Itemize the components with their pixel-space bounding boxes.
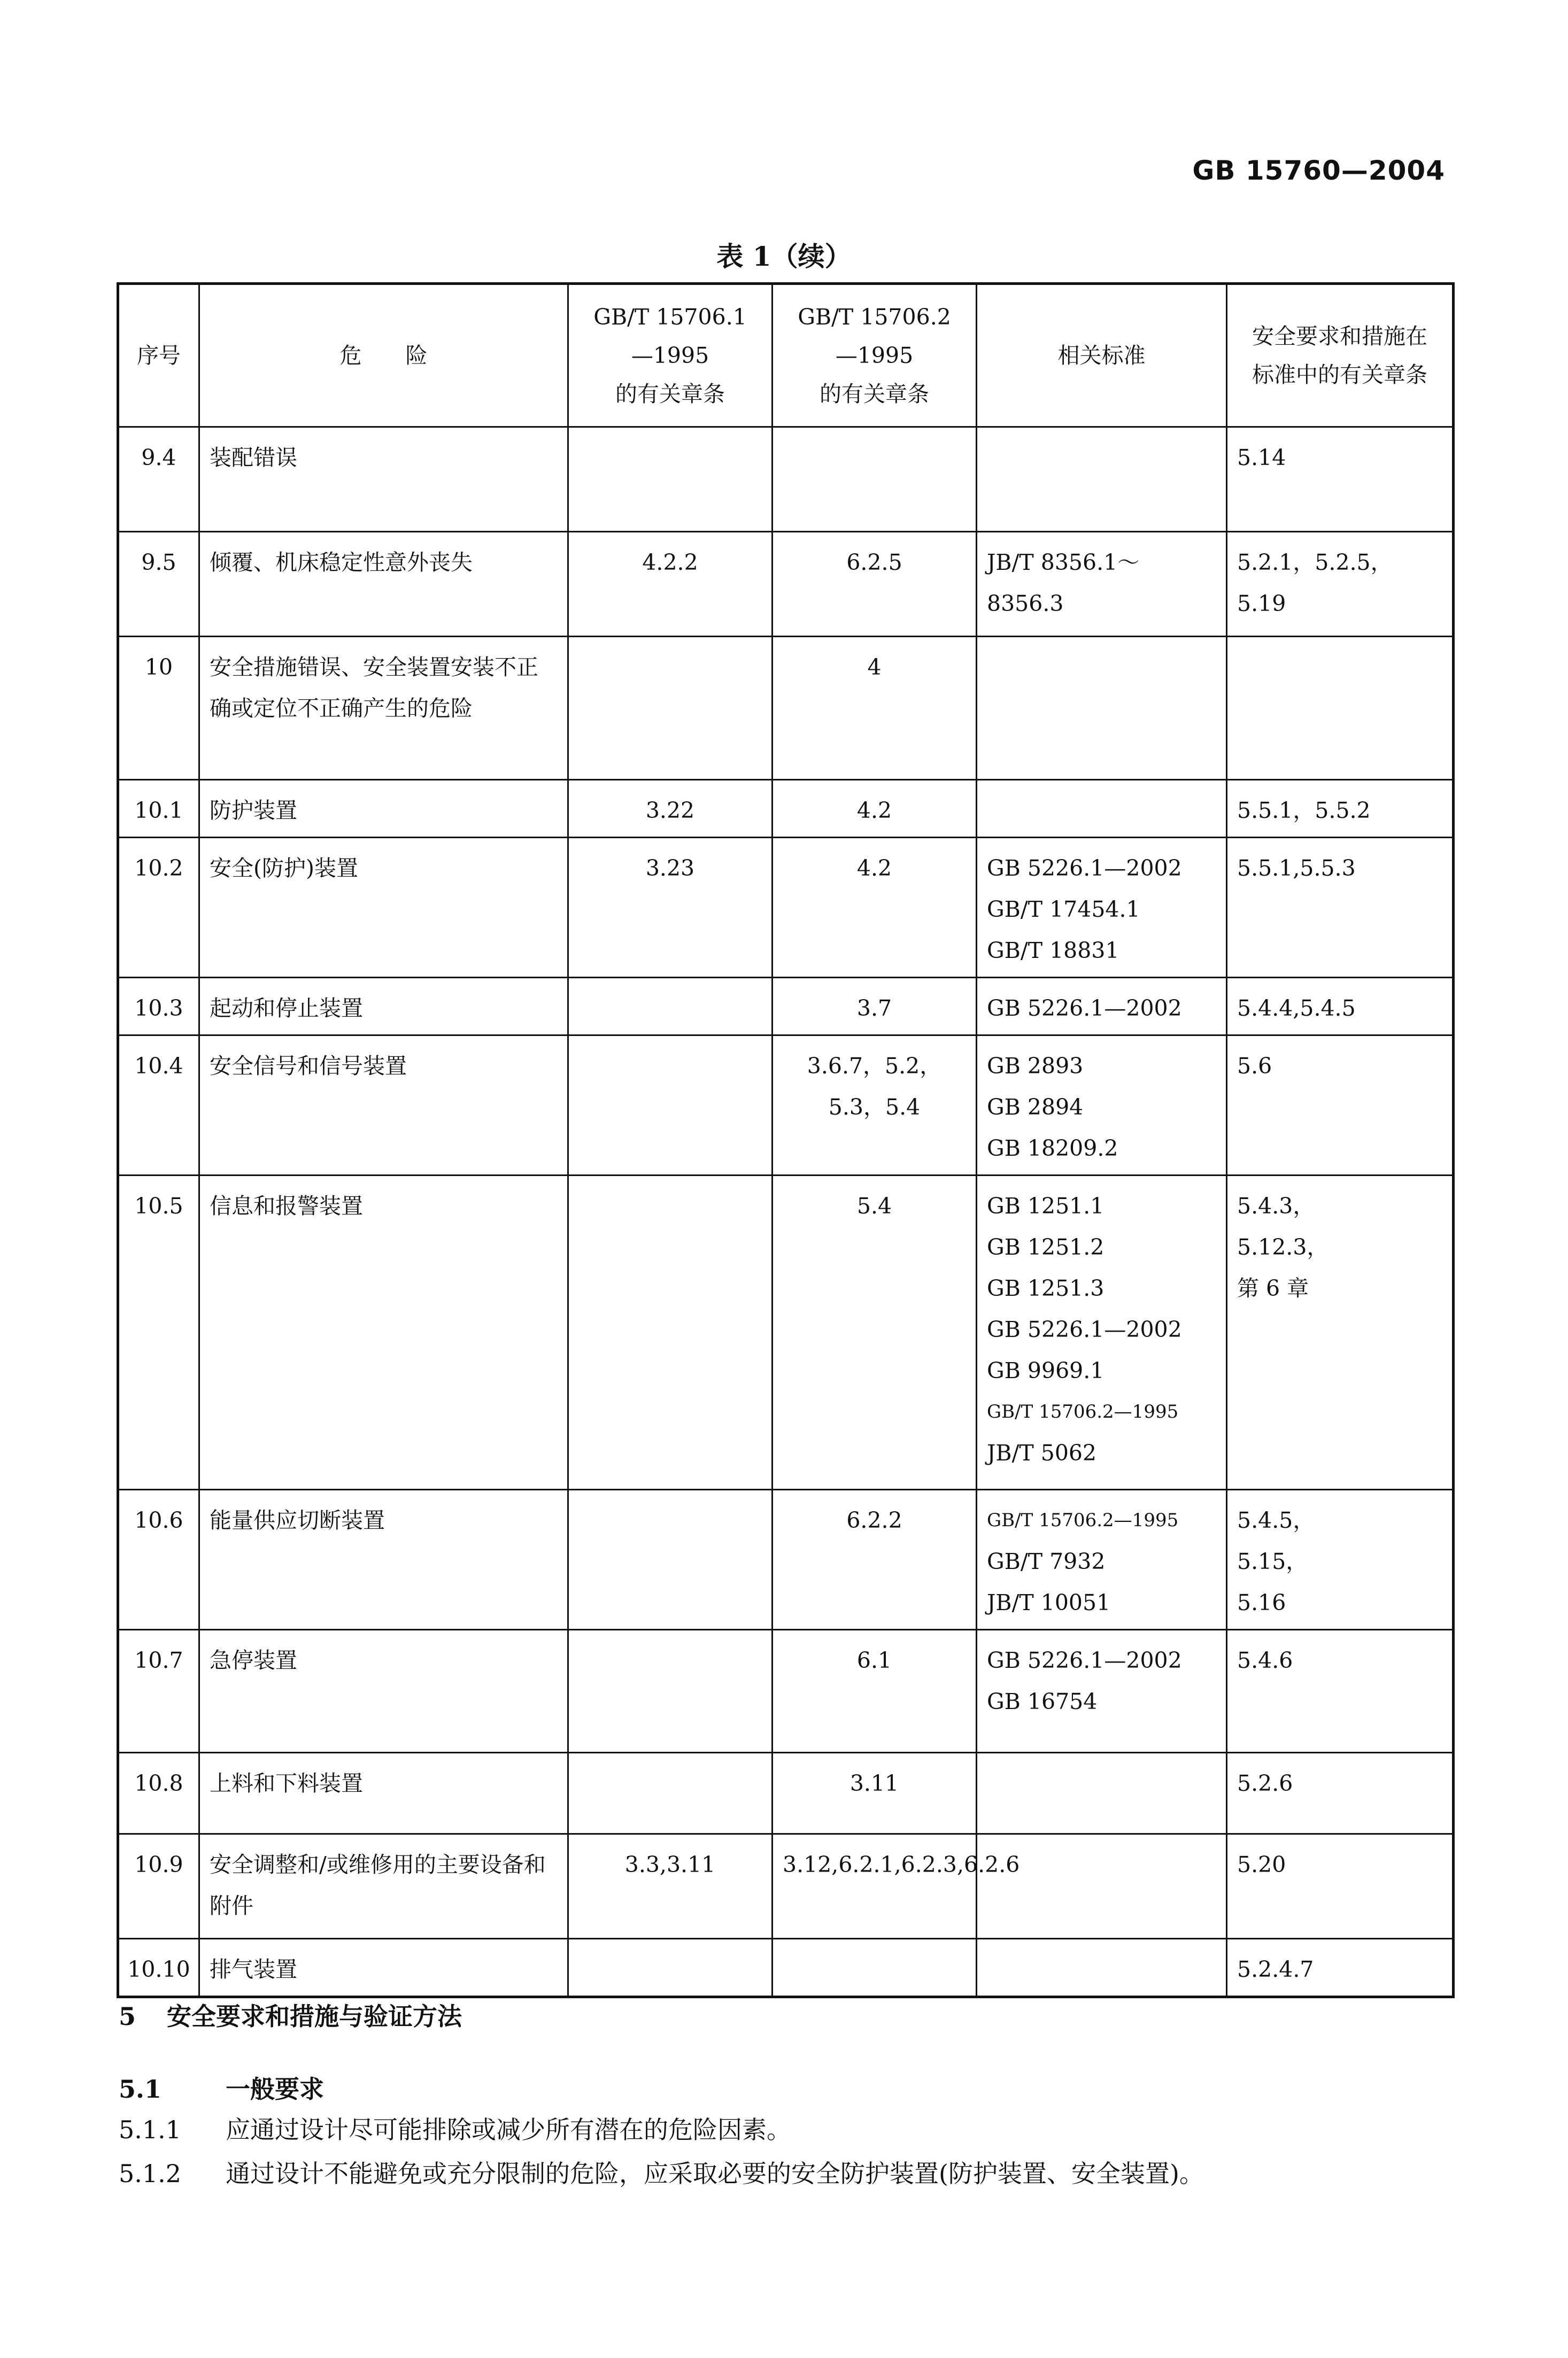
clause-line: 5.6 xyxy=(1237,1053,1272,1079)
cell-related xyxy=(977,1176,1227,1490)
cell-ref2: 3.7 xyxy=(773,978,977,1035)
table-caption: 表 1（续） xyxy=(716,241,852,272)
table-row xyxy=(118,637,1454,780)
cell-hazard: 装配错误 xyxy=(199,427,568,532)
related-standard: GB 5226.1—2002 xyxy=(987,1648,1182,1673)
related-standard: GB 5226.1—2002 xyxy=(987,995,1182,1021)
cell-ref1 xyxy=(568,1939,773,1997)
cell-related xyxy=(977,427,1227,532)
clause-5-1-1 xyxy=(119,2113,791,2147)
related-standard: GB 2894 xyxy=(987,1094,1084,1120)
related-standard: GB 1251.2 xyxy=(987,1234,1104,1260)
table-row xyxy=(118,427,1454,532)
cell-hazard: 上料和下料装置 xyxy=(199,1753,568,1834)
cell-related xyxy=(977,1630,1227,1753)
cell-no: 10.8 xyxy=(118,1753,199,1834)
cell-hazard: 急停装置 xyxy=(199,1630,568,1753)
related-standard: JB/T 5062 xyxy=(987,1440,1097,1466)
cell-ref2: 5.4 xyxy=(773,1176,977,1490)
related-standard: GB/T 15706.2—1995 xyxy=(987,1510,1179,1531)
header-ref1-line: GB/T 15706.1 xyxy=(593,304,747,330)
cell-no: 10.4 xyxy=(118,1035,199,1176)
cell-clauses xyxy=(1227,1490,1454,1630)
header-related: 相关标准 xyxy=(977,284,1227,427)
cell-no: 10 xyxy=(118,637,199,780)
cell-clauses xyxy=(1227,637,1454,780)
cell-no: 10.10 xyxy=(118,1939,199,1997)
cell-clauses xyxy=(1227,532,1454,637)
clause-line: 5.2.6 xyxy=(1237,1771,1293,1796)
cell-clauses xyxy=(1227,1176,1454,1490)
table-row xyxy=(118,1834,1454,1939)
cell-ref2: 4.2 xyxy=(773,780,977,838)
cell-ref1 xyxy=(568,1630,773,1753)
cell-related xyxy=(977,1939,1227,1997)
cell-hazard: 安全(防护)装置 xyxy=(199,838,568,978)
header-hazard: 危 险 xyxy=(199,284,568,427)
table-header-row xyxy=(118,284,1454,427)
cell-related xyxy=(977,978,1227,1035)
cell-related xyxy=(977,1753,1227,1834)
table-row xyxy=(118,532,1454,637)
cell-hazard: 倾覆、机床稳定性意外丧失 xyxy=(199,532,568,637)
section-5-heading xyxy=(119,1999,462,2034)
related-standard: GB 9969.1 xyxy=(987,1358,1104,1383)
cell-ref2: 3.6.7，5.2，5.3，5.4 xyxy=(773,1035,977,1176)
table-row xyxy=(118,838,1454,978)
clause-line: 5.4.3， xyxy=(1237,1193,1315,1219)
clause-line: 5.4.5， xyxy=(1237,1507,1315,1533)
cell-no: 10.7 xyxy=(118,1630,199,1753)
cell-related xyxy=(977,838,1227,978)
cell-clauses xyxy=(1227,1753,1454,1834)
cell-ref1 xyxy=(568,978,773,1035)
related-standard: GB/T 18831 xyxy=(987,938,1119,963)
clause-line: 5.2.4.7 xyxy=(1237,1957,1314,1982)
cell-clauses xyxy=(1227,838,1454,978)
cell-no: 9.4 xyxy=(118,427,199,532)
header-clauses-line: 安全要求和措施在 xyxy=(1252,323,1427,349)
clause-line: 5.14 xyxy=(1237,445,1286,470)
clause-line: 第 6 章 xyxy=(1237,1275,1309,1301)
related-standard: GB 2893 xyxy=(987,1053,1084,1079)
cell-no: 10.3 xyxy=(118,978,199,1035)
header-ref1-line: 的有关章条 xyxy=(615,381,725,407)
related-standard: GB 5226.1—2002 xyxy=(987,855,1182,881)
cell-ref1 xyxy=(568,427,773,532)
cell-related xyxy=(977,780,1227,838)
table-row xyxy=(118,978,1454,1035)
clause-number: 5.1.2 xyxy=(119,2159,182,2188)
related-standard: GB 16754 xyxy=(987,1689,1098,1714)
cell-hazard: 能量供应切断装置 xyxy=(199,1490,568,1630)
cell-ref1 xyxy=(568,1490,773,1630)
cell-no: 9.5 xyxy=(118,532,199,637)
clause-line: 5.19 xyxy=(1237,591,1286,616)
cell-hazard: 排气装置 xyxy=(199,1939,568,1997)
cell-no: 10.6 xyxy=(118,1490,199,1630)
cell-ref2: 6.2.5 xyxy=(773,532,977,637)
cell-ref2: 6.2.2 xyxy=(773,1490,977,1630)
section-number: 5 xyxy=(119,2002,136,2031)
cell-ref2: 3.11 xyxy=(773,1753,977,1834)
cell-ref1 xyxy=(568,1035,773,1176)
cell-related xyxy=(977,1490,1227,1630)
cell-no: 10.2 xyxy=(118,838,199,978)
cell-clauses xyxy=(1227,1834,1454,1939)
table-row xyxy=(118,1176,1454,1490)
cell-ref1: 4.2.2 xyxy=(568,532,773,637)
cell-related xyxy=(977,637,1227,780)
cell-ref1 xyxy=(568,1753,773,1834)
clause-5-1-2 xyxy=(119,2156,1204,2191)
cell-related xyxy=(977,1834,1227,1939)
header-ref1-line: —1995 xyxy=(631,343,709,368)
cell-clauses xyxy=(1227,780,1454,838)
clause-line: 5.4.6 xyxy=(1237,1648,1293,1673)
clause-line: 5.5.1,5.5.3 xyxy=(1237,855,1356,881)
clause-text: 应通过设计尽可能排除或减少所有潜在的危险因素。 xyxy=(226,2115,791,2144)
clause-line: 5.20 xyxy=(1237,1852,1286,1877)
cell-clauses xyxy=(1227,978,1454,1035)
related-standard: GB 5226.1—2002 xyxy=(987,1317,1182,1342)
cell-related xyxy=(977,532,1227,637)
cell-ref2: 4 xyxy=(773,637,977,780)
header-ref1 xyxy=(568,284,773,427)
cell-ref2 xyxy=(773,1939,977,1997)
header-ref2 xyxy=(773,284,977,427)
cell-clauses xyxy=(1227,427,1454,532)
cell-hazard: 起动和停止装置 xyxy=(199,978,568,1035)
cell-hazard: 信息和报警装置 xyxy=(199,1176,568,1490)
header-clauses xyxy=(1227,284,1454,427)
cell-related xyxy=(977,1035,1227,1176)
cell-ref1: 3.22 xyxy=(568,780,773,838)
cell-clauses xyxy=(1227,1035,1454,1176)
table-row xyxy=(118,1939,1454,1997)
header-ref2-line: —1995 xyxy=(835,343,914,368)
related-standard: 8356.3 xyxy=(987,591,1064,616)
cell-ref1 xyxy=(568,1176,773,1490)
cell-clauses xyxy=(1227,1939,1454,1997)
cell-ref2: 4.2 xyxy=(773,838,977,978)
clause-line: 5.15， xyxy=(1237,1549,1308,1574)
standard-number: GB 15760—2004 xyxy=(1192,155,1445,186)
section-number: 5.1 xyxy=(119,2075,162,2104)
cell-ref1: 3.23 xyxy=(568,838,773,978)
cell-no: 10.1 xyxy=(118,780,199,838)
cell-ref2: 6.1 xyxy=(773,1630,977,1753)
related-standard: GB/T 7932 xyxy=(987,1549,1106,1574)
table-row xyxy=(118,1490,1454,1630)
cell-hazard: 安全措施错误、安全装置安装不正确或定位不正确产生的危险 xyxy=(199,637,568,780)
table-row xyxy=(118,1753,1454,1834)
hazard-table xyxy=(117,282,1455,1998)
cell-hazard: 安全调整和/或维修用的主要设备和附件 xyxy=(199,1834,568,1939)
section-title: 一般要求 xyxy=(226,2075,324,2104)
clause-text: 通过设计不能避免或充分限制的危险，应采取必要的安全防护装置(防护装置、安全装置)。 xyxy=(226,2159,1204,2188)
header-no: 序号 xyxy=(118,284,199,427)
related-standard: GB 1251.3 xyxy=(987,1275,1104,1301)
clause-line: 5.12.3， xyxy=(1237,1234,1329,1260)
section-title: 安全要求和措施与验证方法 xyxy=(167,2002,462,2031)
cell-ref2 xyxy=(773,427,977,532)
clause-number: 5.1.1 xyxy=(119,2115,182,2144)
cell-ref1: 3.3,3.11 xyxy=(568,1834,773,1939)
related-standard: GB/T 15706.2—1995 xyxy=(987,1401,1179,1422)
related-standard: GB 1251.1 xyxy=(987,1193,1104,1219)
header-ref2-line: 的有关章条 xyxy=(820,381,929,407)
cell-hazard: 防护装置 xyxy=(199,780,568,838)
table-row xyxy=(118,1035,1454,1176)
cell-hazard: 安全信号和信号装置 xyxy=(199,1035,568,1176)
related-standard: GB/T 17454.1 xyxy=(987,896,1140,922)
related-standard: GB 18209.2 xyxy=(987,1135,1118,1161)
cell-ref1 xyxy=(568,637,773,780)
table-row xyxy=(118,1630,1454,1753)
table-row xyxy=(118,780,1454,838)
clause-line: 5.4.4,5.4.5 xyxy=(1237,995,1356,1021)
clause-line: 5.2.1，5.2.5， xyxy=(1237,550,1393,575)
cell-ref2: 3.12,6.2.1,6.2.3,6.2.6 xyxy=(773,1834,977,1939)
header-clauses-line: 标准中的有关章条 xyxy=(1252,362,1427,388)
related-standard: JB/T 8356.1～ xyxy=(987,550,1140,575)
cell-no: 10.5 xyxy=(118,1176,199,1490)
cell-no: 10.9 xyxy=(118,1834,199,1939)
section-5-1-heading xyxy=(119,2072,324,2106)
cell-clauses xyxy=(1227,1630,1454,1753)
header-ref2-line: GB/T 15706.2 xyxy=(798,304,951,330)
clause-line: 5.16 xyxy=(1237,1590,1286,1615)
related-standard: JB/T 10051 xyxy=(987,1590,1111,1615)
clause-line: 5.5.1，5.5.2 xyxy=(1237,798,1371,823)
